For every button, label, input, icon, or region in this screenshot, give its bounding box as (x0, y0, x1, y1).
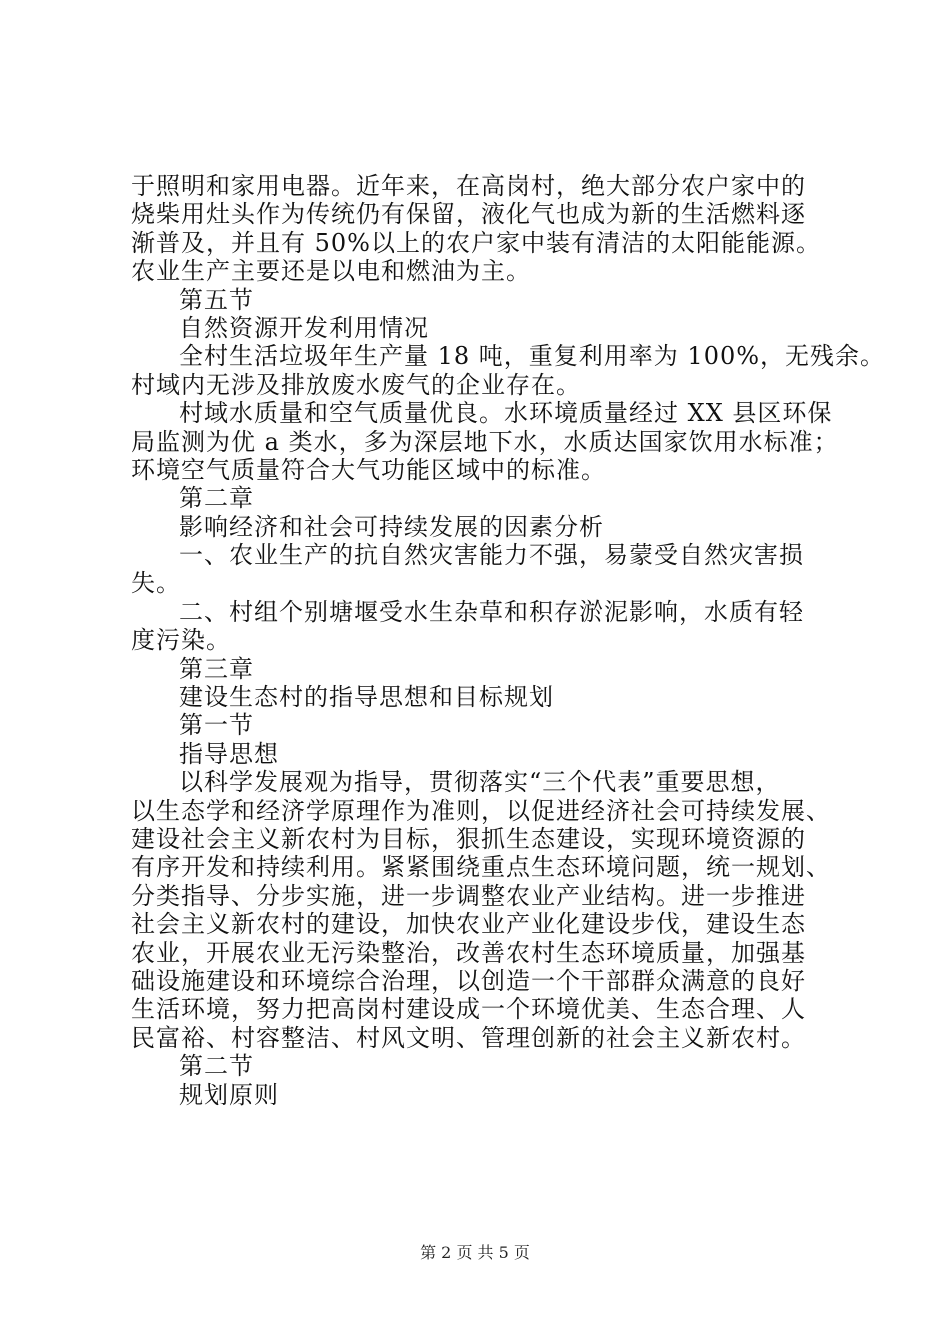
text-line: 农业，开展农业无污染整治，改善农村生态环境质量，加强基 (131, 938, 806, 967)
text-line: 社会主义新农村的建设，加快农业产业化建设步伐，建设生态 (131, 910, 806, 939)
text-line: 础设施建设和环境综合治理，以创造一个干部群众满意的良好 (131, 966, 806, 995)
text-line: 失。 (131, 569, 181, 598)
text-line: 农业生产主要还是以电和燃油为主。 (131, 257, 531, 286)
section-title: 自然资源开发利用情况 (179, 313, 429, 342)
section-heading: 第二节 (179, 1052, 254, 1081)
text-line: 以生态学和经济学原理作为准则，以促进经济社会可持续发展、 (131, 796, 831, 825)
text-line: 于照明和家用电器。近年来，在高岗村，绝大部分农户家中的 (131, 172, 806, 200)
text-line: 二、村组个别塘堰受水生杂草和积存淤泥影响，水质有轻 (179, 597, 804, 626)
chapter-title: 建设生态村的指导思想和目标规划 (179, 683, 554, 712)
text-line: 分类指导、分步实施，进一步调整农业产业结构。进一步推进 (131, 881, 806, 910)
text-line: 全村生活垃圾年生产量 18 吨，重复利用率为 100%，无残余。 (179, 342, 886, 371)
text-line: 生活环境，努力把高岗村建设成一个环境优美、生态合理、人 (131, 995, 806, 1024)
document-body (131, 172, 886, 1109)
chapter-heading: 第三章 (179, 654, 254, 683)
text-line: 村域水质量和空气质量优良。水环境质量经过 XX 县区环保 (179, 399, 833, 428)
text-line: 环境空气质量符合大气功能区域中的标准。 (131, 455, 606, 484)
text-line: 建设社会主义新农村为目标，狠抓生态建设，实现环境资源的 (131, 824, 806, 853)
text-line: 烧柴用灶头作为传统仍有保留，液化气也成为新的生活燃料逐 (131, 200, 806, 229)
chapter-title: 影响经济和社会可持续发展的因素分析 (179, 512, 604, 541)
section-title: 规划原则 (179, 1080, 279, 1109)
text-line: 渐普及，并且有 50%以上的农户家中装有清洁的太阳能能源。 (131, 228, 821, 257)
section-heading: 第一节 (179, 711, 254, 740)
section-title: 指导思想 (179, 739, 279, 768)
text-line: 一、农业生产的抗自然灾害能力不强，易蒙受自然灾害损 (179, 541, 804, 570)
text-line: 度污染。 (131, 626, 231, 655)
text-line: 以科学发展观为指导，贯彻落实“三个代表”重要思想， (179, 768, 781, 797)
page-footer: 第 2 页 共 5 页 (420, 1243, 530, 1262)
text-line: 村域内无涉及排放废水废气的企业存在。 (131, 370, 581, 399)
text-line: 局监测为优 a 类水，多为深层地下水，水质达国家饮用水标准； (131, 427, 839, 456)
text-line: 有序开发和持续利用。紧紧围绕重点生态环境问题，统一规划、 (131, 853, 831, 882)
chapter-heading: 第二章 (179, 484, 254, 513)
text-line: 民富裕、村容整洁、村风文明、管理创新的社会主义新农村。 (131, 1023, 806, 1052)
section-heading: 第五节 (179, 285, 254, 314)
